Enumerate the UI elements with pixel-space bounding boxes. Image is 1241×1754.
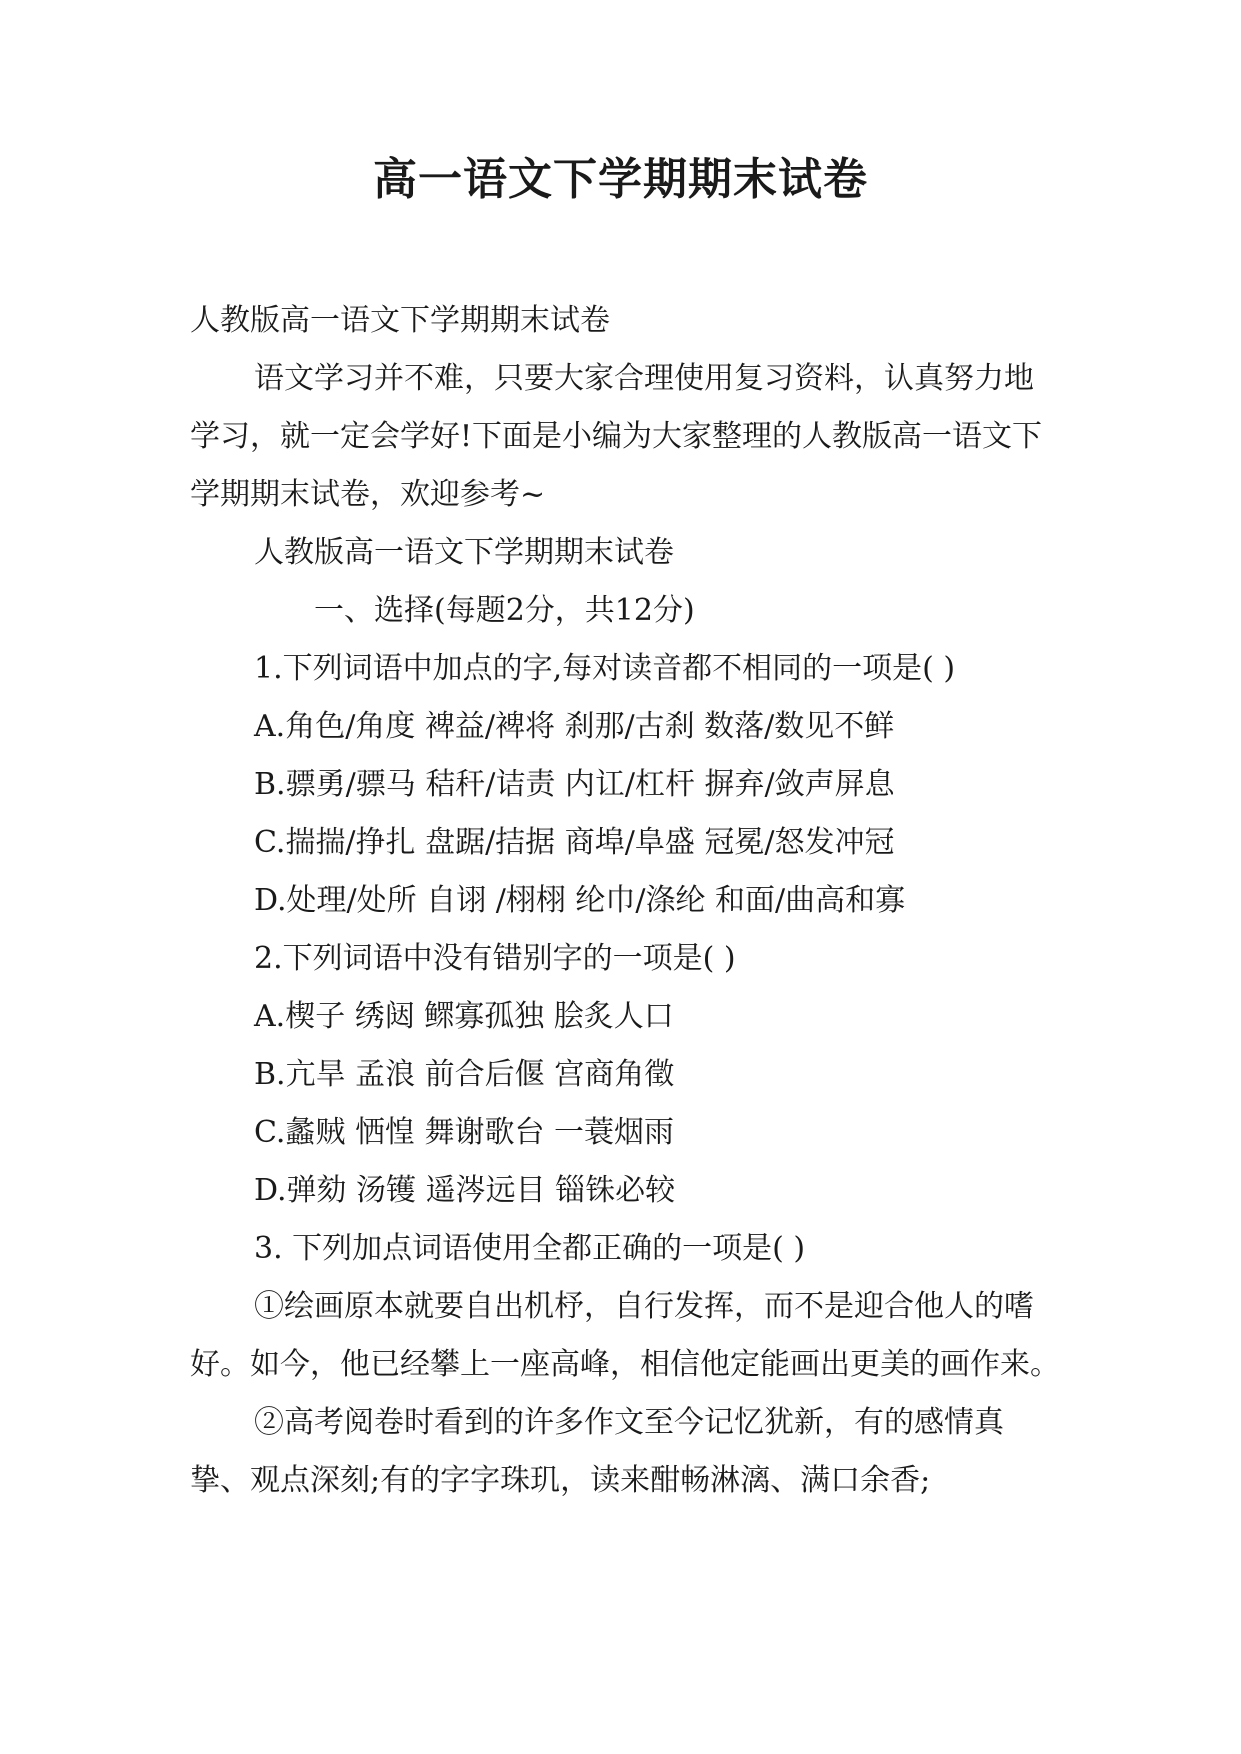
page-title: 高一语文下学期期末试卷 xyxy=(373,154,868,205)
section-heading: 一、选择(每题2分，共12分) xyxy=(314,593,695,628)
question-1-option-a: A.角色/角度 裨益/裨将 刹那/古刹 数落/数见不鲜 xyxy=(254,709,895,744)
question-2-option-c: C.蠡贼 恓惶 舞谢歌台 一蓑烟雨 xyxy=(254,1115,675,1150)
question-2-option-a: A.楔子 绣闼 鳏寡孤独 脍炙人口 xyxy=(254,999,674,1034)
question-1-option-b: B.骠勇/骠马 秸秆/诘责 内讧/杠杆 摒弃/敛声屏息 xyxy=(254,767,895,802)
question-3-stem: 3. 下列加点词语使用全都正确的一项是( ) xyxy=(254,1231,806,1266)
question-1-option-d: D.处理/处所 自诩 /栩栩 纶巾/涤纶 和面/曲高和寡 xyxy=(254,883,906,918)
intro-paragraph: 语文学习并不难，只要大家合理使用复习资料，认真努力地学习，就一定会学好!下面是小编为大家整理的人教版高一语文下学期期末试卷，欢迎参考~ xyxy=(190,361,1043,512)
question-2-option-b: B.亢旱 孟浪 前合后偃 宫商角徵 xyxy=(254,1057,675,1092)
question-3-item-1: ①绘画原本就要自出机杼，自行发挥，而不是迎合他人的嗜好。如今，他已经攀上一座高峰，相信他定能画出更美的画作来。 xyxy=(190,1289,1060,1382)
question-1-stem: 1.下列词语中加点的字,每对读音都不相同的一项是( ) xyxy=(254,651,956,686)
subtitle: 人教版高一语文下学期期末试卷 xyxy=(190,303,610,338)
exam-heading-line xyxy=(190,524,1060,640)
question-2-stem: 2.下列词语中没有错别字的一项是( ) xyxy=(254,941,736,976)
exam-heading: 人教版高一语文下学期期末试卷 xyxy=(254,535,674,570)
document-body xyxy=(190,292,1060,1510)
question-3-item-2: ②高考阅卷时看到的许多作文至今记忆犹新，有的感情真挚、观点深刻;有的字字珠玑，读来酣畅淋漓、满口余香; xyxy=(190,1405,1004,1498)
question-2-option-d: D.弹劾 汤镬 遥涔远目 锱铢必较 xyxy=(254,1173,676,1208)
question-1-option-c: C.揣揣/挣扎 盘踞/拮据 商埠/阜盛 冠冕/怒发冲冠 xyxy=(254,825,895,860)
